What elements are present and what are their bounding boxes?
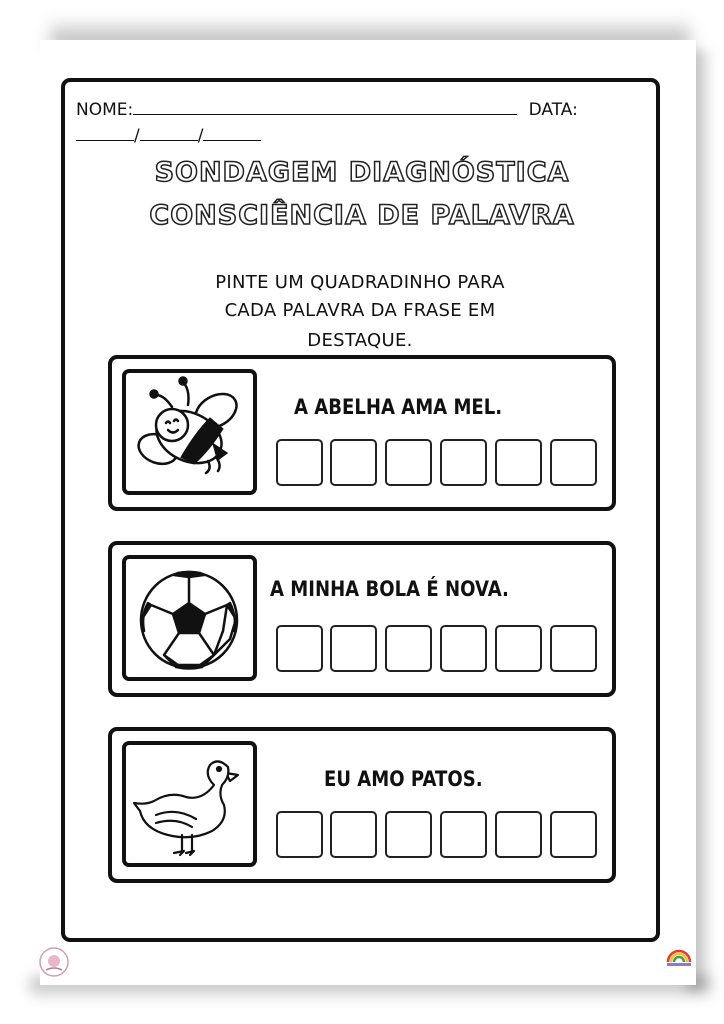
date-year-field[interactable] bbox=[203, 124, 261, 141]
title-line-1: SONDAGEM DIAGNÓSTICA bbox=[154, 157, 570, 188]
date-separator: / bbox=[134, 126, 140, 146]
word-box[interactable] bbox=[495, 811, 542, 858]
word-box[interactable] bbox=[385, 439, 432, 486]
date-label: DATA: bbox=[528, 100, 578, 120]
date-field-row bbox=[76, 124, 261, 146]
instruction-line-1: PINTE UM QUADRADINHO PARA bbox=[215, 272, 505, 293]
name-date-row bbox=[76, 98, 578, 120]
word-box[interactable] bbox=[440, 625, 487, 672]
picture-frame bbox=[122, 555, 257, 681]
exercise-card bbox=[108, 355, 616, 511]
bee-icon bbox=[126, 373, 253, 491]
duck-icon bbox=[126, 745, 253, 863]
word-box[interactable] bbox=[276, 811, 323, 858]
date-day-field[interactable] bbox=[76, 124, 134, 141]
word-box[interactable] bbox=[550, 439, 597, 486]
exercise-sentence: EU AMO PATOS. bbox=[324, 767, 483, 791]
word-box[interactable] bbox=[550, 811, 597, 858]
word-box[interactable] bbox=[276, 439, 323, 486]
instruction-line-2: CADA PALAVRA DA FRASE EM bbox=[224, 300, 496, 321]
picture-frame bbox=[122, 369, 257, 495]
publisher-logo-icon bbox=[38, 946, 70, 978]
word-box[interactable] bbox=[550, 625, 597, 672]
name-field[interactable] bbox=[133, 98, 517, 115]
exercise-sentence: A ABELHA AMA MEL. bbox=[294, 395, 503, 419]
soccer-ball-icon bbox=[126, 559, 253, 677]
exercise-sentence: A MINHA BOLA É NOVA. bbox=[270, 577, 509, 601]
word-box[interactable] bbox=[440, 811, 487, 858]
word-box[interactable] bbox=[495, 625, 542, 672]
word-box[interactable] bbox=[440, 439, 487, 486]
word-box[interactable] bbox=[330, 625, 377, 672]
title-line-2: CONSCIÊNCIA DE PALAVRA bbox=[149, 200, 575, 231]
word-box[interactable] bbox=[495, 439, 542, 486]
word-box[interactable] bbox=[330, 439, 377, 486]
date-month-field[interactable] bbox=[140, 124, 198, 141]
word-box[interactable] bbox=[330, 811, 377, 858]
date-separator: / bbox=[197, 126, 204, 146]
instruction-line-3: DESTAQUE. bbox=[307, 330, 413, 351]
exercise-card bbox=[108, 541, 616, 697]
name-label: NOME: bbox=[76, 100, 134, 120]
word-box[interactable] bbox=[385, 811, 432, 858]
exercise-card bbox=[108, 727, 616, 883]
word-box[interactable] bbox=[385, 625, 432, 672]
rainbow-logo-icon bbox=[664, 946, 694, 968]
picture-frame bbox=[122, 741, 257, 867]
word-box[interactable] bbox=[276, 625, 323, 672]
